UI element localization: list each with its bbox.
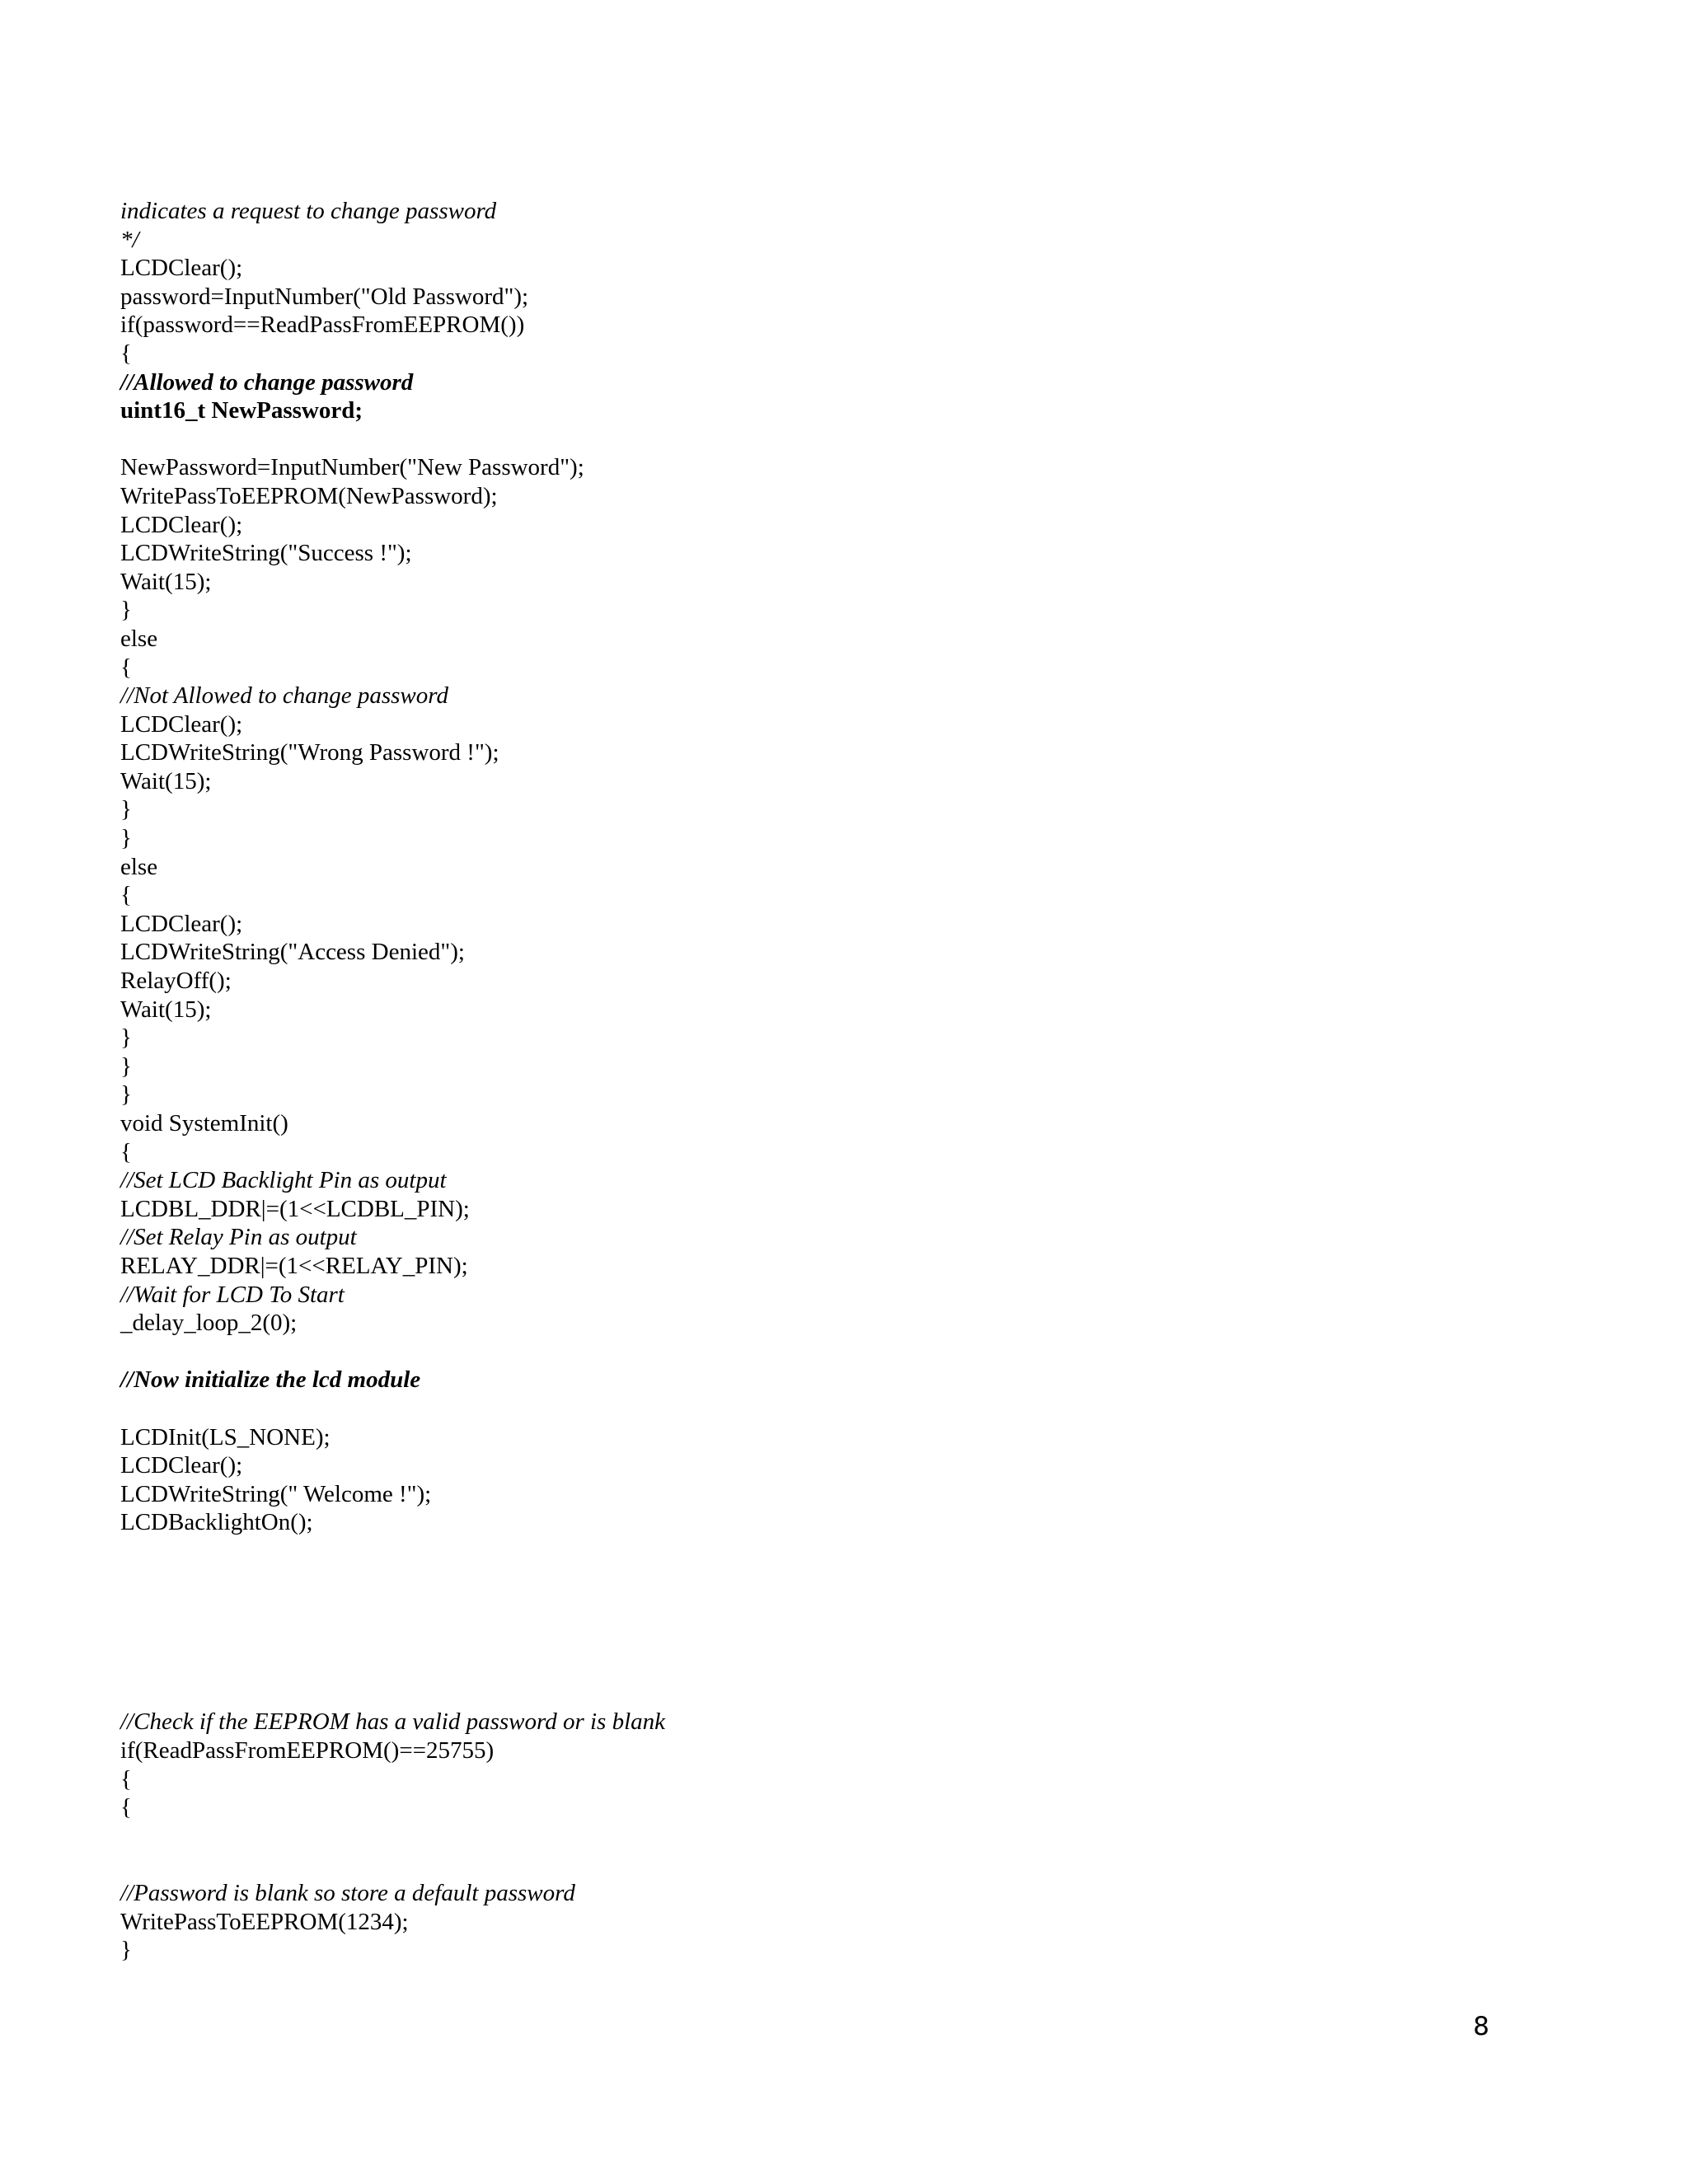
code-line: { (120, 1138, 132, 1165)
code-line: Wait(15); (120, 767, 212, 794)
code-line: LCDInit(LS_NONE); (120, 1423, 331, 1451)
code-line: LCDWriteString(" Welcome !"); (120, 1480, 432, 1507)
code-line: RELAY_DDR|=(1<<RELAY_PIN); (120, 1252, 468, 1279)
code-line: //Allowed to change password (120, 368, 414, 396)
code-line: { (120, 1794, 132, 1821)
code-line: LCDClear(); (120, 511, 243, 538)
code-line: Wait(15); (120, 996, 212, 1023)
blank-line (120, 1623, 665, 1652)
code-line: //Now initialize the lcd module (120, 1366, 421, 1394)
code-listing (120, 197, 665, 1965)
blank-line (120, 425, 665, 454)
code-line: //Check if the EEPROM has a valid password or is blank (120, 1708, 666, 1736)
code-line: if(ReadPassFromEEPROM()==25755) (120, 1737, 495, 1765)
blank-line (120, 1394, 665, 1423)
code-line: LCDClear(); (120, 910, 243, 937)
code-line: LCDWriteString("Access Denied"); (120, 939, 465, 966)
code-line: LCDWriteString("Success !"); (120, 540, 412, 567)
blank-line (120, 1680, 665, 1708)
blank-line (120, 1566, 665, 1595)
code-line: } (120, 1081, 132, 1108)
page-number: 8 (1473, 2012, 1489, 2041)
code-line: NewPassword=InputNumber("New Password"); (120, 454, 584, 481)
code-line: WritePassToEEPROM(NewPassword); (120, 482, 498, 509)
code-line: } (120, 825, 132, 852)
code-line: uint16_t NewPassword; (120, 397, 363, 424)
code-line: { (120, 1765, 132, 1793)
code-line: LCDClear(); (120, 255, 243, 282)
code-line: } (120, 597, 132, 624)
blank-line (120, 1850, 665, 1879)
code-line: } (120, 1052, 132, 1080)
code-line: */ (120, 226, 139, 253)
code-line: LCDClear(); (120, 1452, 243, 1479)
blank-line (120, 1651, 665, 1680)
code-line: Wait(15); (120, 568, 212, 595)
code-line: if(password==ReadPassFromEEPROM()) (120, 312, 525, 339)
blank-line (120, 1537, 665, 1566)
code-line: RelayOff(); (120, 968, 232, 995)
code-line: } (120, 1024, 132, 1052)
code-line: else (120, 625, 158, 652)
code-line: LCDWriteString("Wrong Password !"); (120, 739, 499, 766)
code-line: { (120, 654, 132, 681)
code-line: _delay_loop_2(0); (120, 1310, 298, 1337)
code-line: //Wait for LCD To Start (120, 1281, 345, 1308)
code-line: //Password is blank so store a default password (120, 1880, 575, 1907)
code-line: LCDClear(); (120, 710, 243, 738)
code-line: //Set LCD Backlight Pin as output (120, 1167, 447, 1194)
code-line: LCDBacklightOn(); (120, 1509, 313, 1536)
code-line: //Set Relay Pin as output (120, 1224, 357, 1251)
code-line: else (120, 853, 158, 880)
code-line: password=InputNumber("Old Password"); (120, 283, 529, 310)
code-line: } (120, 1937, 132, 1964)
code-line: } (120, 796, 132, 823)
code-line: { (120, 340, 132, 367)
blank-line (120, 1338, 665, 1366)
code-line: LCDBL_DDR|=(1<<LCDBL_PIN); (120, 1195, 470, 1222)
code-line: WritePassToEEPROM(1234); (120, 1908, 409, 1935)
code-line: { (120, 882, 132, 909)
code-line: //Not Allowed to change password (120, 682, 448, 710)
code-line: void SystemInit() (120, 1110, 288, 1137)
blank-line (120, 1822, 665, 1851)
blank-line (120, 1594, 665, 1623)
code-line: indicates a request to change password (120, 198, 497, 224)
